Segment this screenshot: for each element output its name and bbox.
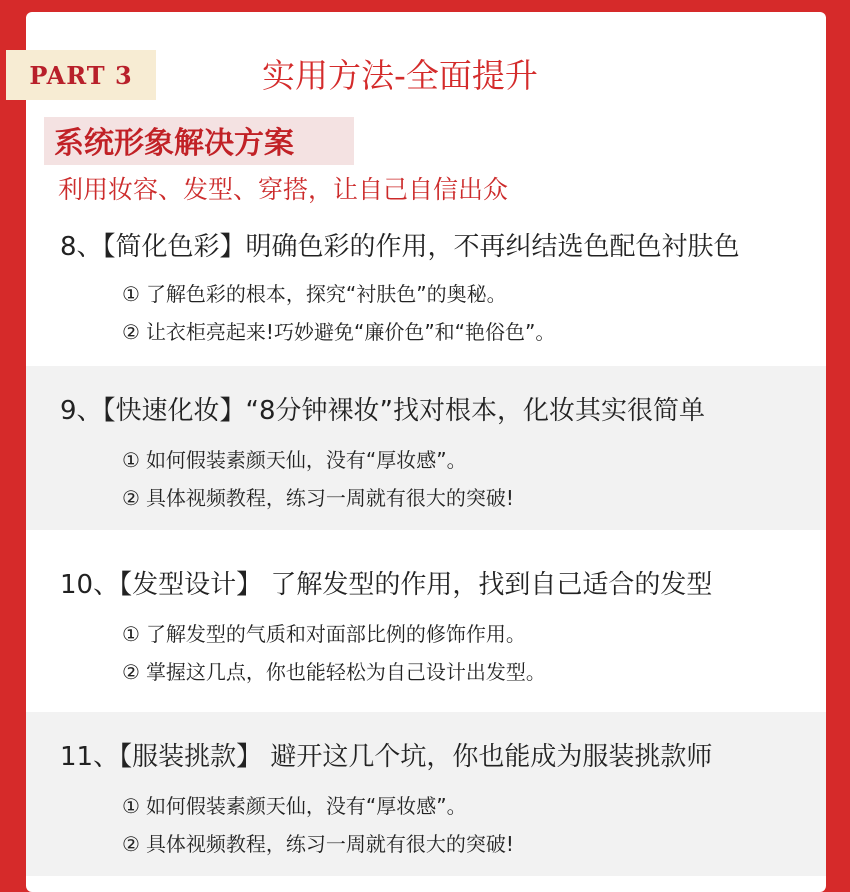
item-number: 8、 (60, 232, 103, 262)
point-marker: ② (122, 320, 140, 344)
item-point (122, 444, 467, 473)
point-marker: ① (122, 282, 140, 306)
item-heading (60, 736, 712, 773)
item-point (122, 656, 546, 685)
point-marker: ② (122, 660, 140, 684)
point-marker: ① (122, 448, 140, 472)
item-section (26, 530, 826, 712)
item-title: 【快速化妆】“8分钟裸妆”找对根本，化妆其实很简单 (102, 396, 706, 426)
item-point (122, 618, 526, 647)
item-heading (60, 390, 705, 427)
item-number: 11、 (60, 742, 120, 772)
point-marker: ① (122, 794, 140, 818)
point-text: 了解发型的气质和对面部比例的修饰作用。 (145, 622, 526, 646)
item-point (122, 278, 507, 307)
point-marker: ② (122, 832, 140, 856)
item-point (122, 828, 514, 857)
item-title: 【发型设计】 了解发型的作用，找到自己适合的发型 (119, 570, 713, 600)
point-text: 如何假装素颜天仙，没有“厚妆感”。 (145, 448, 467, 472)
point-text: 具体视频教程，练习一周就有很大的突破! (145, 832, 514, 856)
page-title: 实用方法-全面提升 (262, 56, 538, 95)
item-title: 【简化色彩】明确色彩的作用，不再纠结选色配色衬肤色 (102, 232, 740, 262)
item-title: 【服装挑款】 避开这几个坑，你也能成为服装挑款师 (119, 742, 713, 772)
point-text: 让衣柜亮起来!巧妙避免“廉价色”和“艳俗色”。 (145, 320, 556, 344)
item-point (122, 482, 514, 511)
item-heading (60, 226, 740, 263)
point-marker: ② (122, 486, 140, 510)
intro-text: 利用妆容、发型、穿搭，让自己自信出众 (58, 175, 509, 204)
item-number: 10、 (60, 570, 120, 600)
point-marker: ① (122, 622, 140, 646)
item-section (26, 226, 826, 364)
point-text: 了解色彩的根本，探究“衬肤色”的奥秘。 (145, 282, 507, 306)
point-text: 如何假装素颜天仙，没有“厚妆感”。 (145, 794, 467, 818)
point-text: 具体视频教程，练习一周就有很大的突破! (145, 486, 514, 510)
part-tag: PART 3 (6, 50, 156, 100)
item-point (122, 790, 467, 819)
item-section (26, 366, 826, 530)
section-subtitle: 系统形象解决方案 (54, 126, 294, 161)
item-heading (60, 564, 712, 601)
item-number: 9、 (60, 396, 103, 426)
item-point (122, 316, 555, 345)
item-section (26, 712, 826, 876)
point-text: 掌握这几点，你也能轻松为自己设计出发型。 (145, 660, 546, 684)
